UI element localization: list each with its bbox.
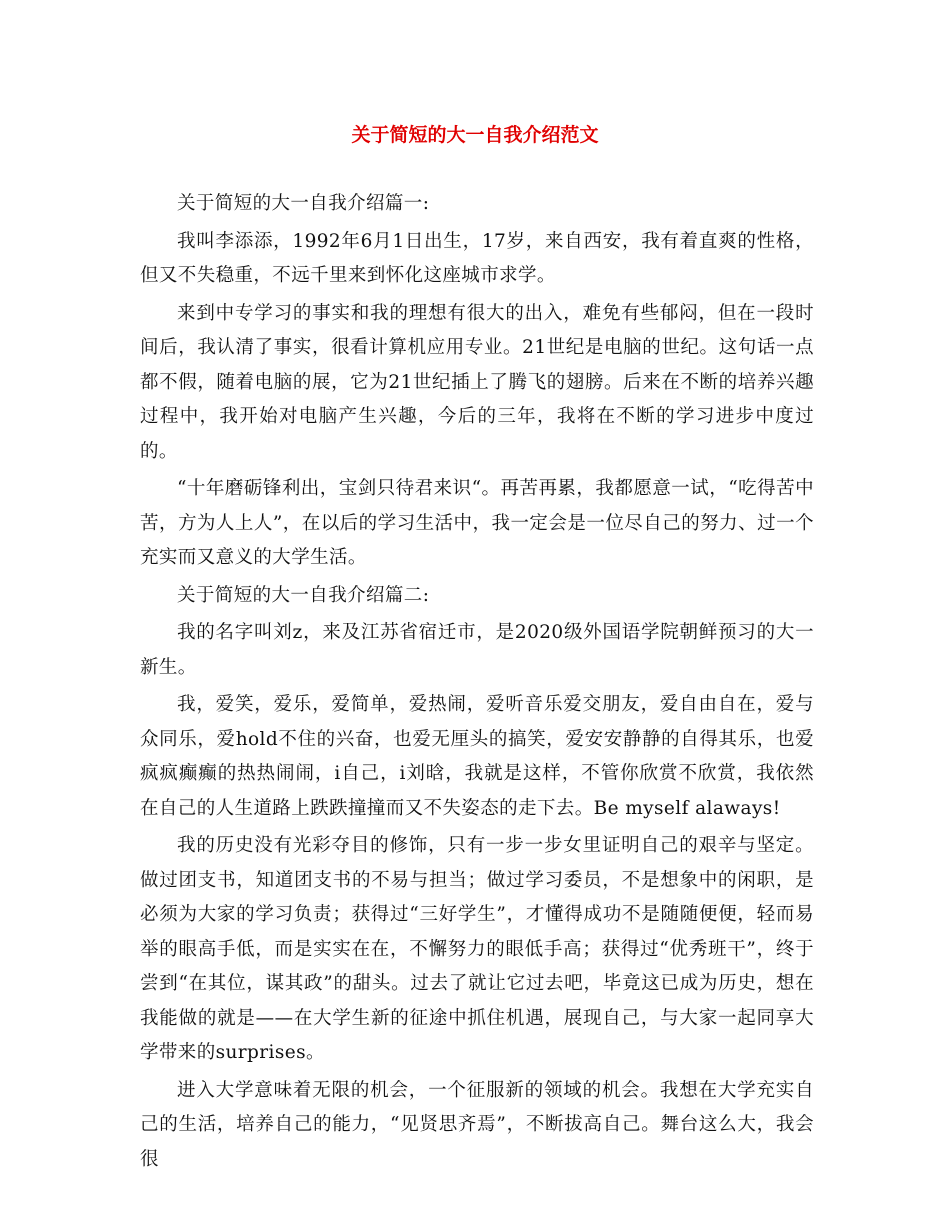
paragraph: 我的名字叫刘z，来及江苏省宿迁市，是2020级外国语学院朝鲜预习的大一新生。: [140, 622, 814, 678]
paragraph-heading-2: 关于简短的大一自我介绍篇二:: [177, 584, 430, 606]
paragraph: 进入大学意味着无限的机会，一个征服新的领域的机会。我想在大学充实自己的生活，培养自己的能力，“见贤思齐焉”，不断拔高自己。舞台这么大，我会很: [140, 1079, 814, 1170]
paragraph: 我，爱笑，爱乐，爱简单，爱热闹，爱听音乐爱交朋友，爱自由自在，爱与众同乐，爱hold不住的兴奋，也爱无厘头的搞笑，爱安安静静的自得其乐，也爱疯疯癫癫的热热闹闹，i自己，i刘晗，我就是这样，不管你欣赏不欣赏，我依然在自己的人生道路上跌跌撞撞而又不失姿态的走下去。Be myself alaways!: [140, 694, 814, 819]
paragraph: 我叫李添添，1992年6月1日出生，17岁，来自西安，我有着直爽的性格，但又不失稳重，不远千里来到怀化这座城市求学。: [140, 230, 814, 286]
document-title: 关于简短的大一自我介绍范文: [351, 124, 599, 146]
document-body: [140, 187, 814, 1180]
paragraph: “十年磨砺锋利出，宝剑只待君来识“。再苦再累，我都愿意一试，“吃得苦中苦，方为人上人”，在以后的学习生活中，我一定会是一位尽自己的努力、过一个充实而又意义的大学生活。: [140, 478, 814, 568]
paragraph-heading-1: 关于简短的大一自我介绍篇一:: [177, 193, 430, 214]
paragraph: 我的历史没有光彩夺目的修饰，只有一步一步女里证明自己的艰辛与坚定。做过团支书，知道团支书的不易与担当；做过学习委员，不是想象中的闲职，是必须为大家的学习负责；获得过“三好学生”，才懂得成功不是随随便便，轻而易举的眼高手低，而是实实在在，不懈努力的眼低手高；获得过“优秀班干”，终于尝到“在其位，谋其政”的甜头。过去了就让它过去吧，毕竟这已成为历史，想在我能做的就是——在大学生新的征途中抓住机遇，展现自己，与大家一起同享大学带来的surprises。: [140, 835, 814, 1063]
paragraph: 来到中专学习的事实和我的理想有很大的出入，难免有些郁闷，但在一段时间后，我认清了事实，很看计算机应用专业。21世纪是电脑的世纪。这句话一点都不假，随着电脑的展，它为21世纪插上了腾飞的翅膀。后来在不断的培养兴趣过程中，我开始对电脑产生兴趣，今后的三年，我将在不断的学习进步中度过的。: [140, 302, 814, 462]
